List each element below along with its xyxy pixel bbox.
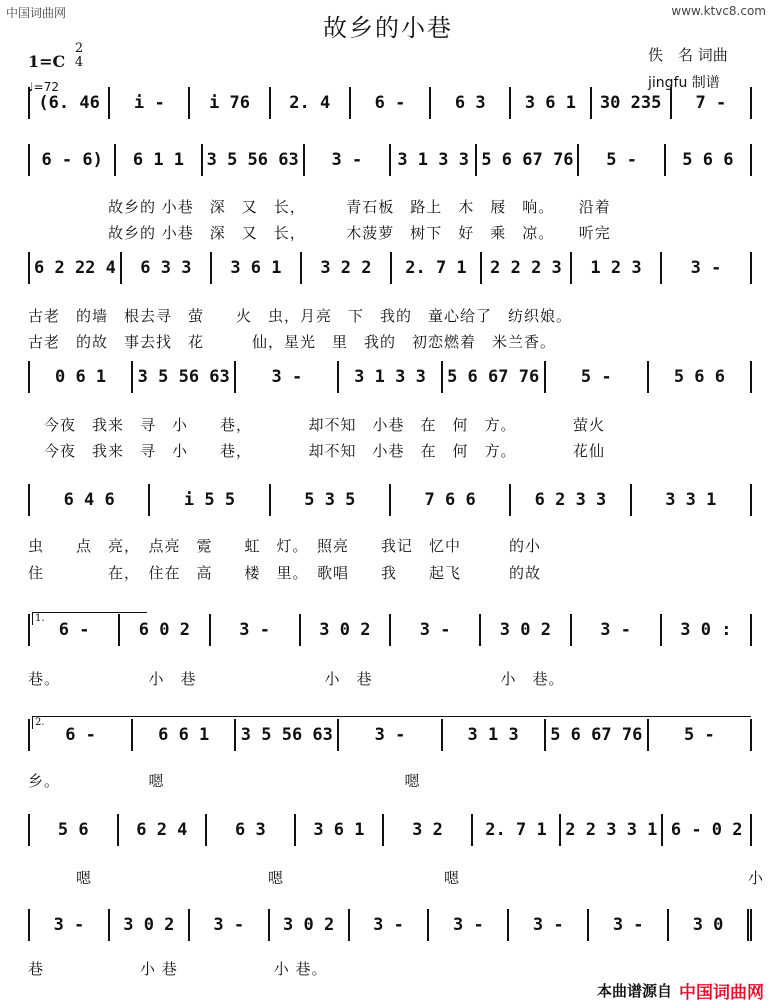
measure-notes: 6 2 4 bbox=[136, 820, 188, 840]
measure-notes: 3 - bbox=[532, 915, 564, 935]
measure-notes: 6 - 6) bbox=[41, 150, 103, 170]
measure-notes: 6 - 0 2 bbox=[670, 820, 743, 840]
measure-notes: 3 0 2 bbox=[123, 915, 175, 935]
brand-label: 中国词曲网 bbox=[679, 983, 764, 1003]
measure bbox=[632, 484, 752, 516]
measure-notes: 3 5 56 63 bbox=[206, 150, 299, 170]
measure bbox=[150, 484, 270, 516]
lyric-text: 嗯 嗯 嗯 小 bbox=[28, 869, 765, 887]
measure bbox=[384, 814, 473, 846]
lyric-text: 乡。 嗯 嗯 bbox=[28, 772, 421, 790]
lyric-line bbox=[28, 770, 752, 791]
measure-notes: 3 2 2 bbox=[320, 258, 372, 278]
measure-notes: 3 6 1 bbox=[313, 820, 365, 840]
measure bbox=[592, 87, 672, 119]
measure bbox=[122, 252, 212, 284]
measure-notes: 3 3 1 bbox=[665, 490, 717, 510]
measure-notes: 30 235 bbox=[599, 93, 662, 113]
measure-notes: 3 - bbox=[213, 915, 245, 935]
measure-notes: 3 - bbox=[239, 620, 270, 640]
measure bbox=[302, 252, 392, 284]
measure bbox=[392, 252, 482, 284]
lyric-line bbox=[28, 331, 752, 352]
measure bbox=[28, 484, 150, 516]
measure-notes: 1 2 3 bbox=[590, 258, 642, 278]
measure-notes: 2. 7 1 bbox=[405, 258, 467, 278]
measure bbox=[28, 252, 122, 284]
measure bbox=[133, 361, 236, 393]
key-signature: 1=C bbox=[28, 52, 66, 71]
measure-notes: 3 6 1 bbox=[230, 258, 282, 278]
measure-notes: 3 - bbox=[374, 725, 406, 745]
measure bbox=[28, 909, 110, 941]
measure bbox=[190, 909, 270, 941]
measure-notes: 5 6 bbox=[57, 820, 89, 840]
measure bbox=[212, 252, 302, 284]
measure bbox=[429, 909, 509, 941]
measure-notes: 3 - bbox=[419, 620, 451, 640]
lyric-line bbox=[28, 562, 752, 583]
author-credit: 佚 名 词曲 bbox=[648, 46, 728, 64]
measure bbox=[119, 814, 208, 846]
measure-notes: 3 - bbox=[690, 258, 722, 278]
notation-row bbox=[28, 484, 752, 516]
measure-notes: 3 0 : bbox=[680, 620, 732, 640]
measure-notes: 6 3 3 bbox=[140, 258, 192, 278]
measure-notes: 3 5 56 63 bbox=[137, 367, 230, 387]
lyric-line bbox=[28, 958, 752, 979]
notation-row bbox=[28, 144, 752, 176]
measure-notes: 3 2 bbox=[412, 820, 443, 840]
measure bbox=[391, 484, 511, 516]
measure bbox=[271, 484, 391, 516]
measure-notes: 6 - bbox=[374, 93, 406, 113]
measure bbox=[669, 909, 752, 941]
measure-notes: 3 - bbox=[331, 150, 363, 170]
measure-notes: 6 1 1 bbox=[132, 150, 185, 170]
measure bbox=[190, 87, 270, 119]
measure-notes: 3 - bbox=[453, 915, 484, 935]
measure bbox=[666, 144, 752, 176]
measure-notes: i - bbox=[133, 93, 165, 113]
notation-row bbox=[28, 252, 752, 284]
measure bbox=[511, 87, 591, 119]
measure bbox=[305, 144, 391, 176]
lyric-text: 虫 点 亮， 点亮 霓 虹 灯。 照亮 我记 忆中 的小 bbox=[28, 537, 542, 555]
measure bbox=[443, 361, 546, 393]
measure bbox=[270, 909, 350, 941]
measure-notes: 3 6 1 bbox=[524, 93, 577, 113]
measure-notes: 6 2 22 4 bbox=[34, 258, 116, 278]
arranger-credit: jingfu 制谱 bbox=[648, 75, 720, 91]
notation-row bbox=[28, 361, 752, 393]
measure-notes: i 5 5 bbox=[183, 490, 236, 510]
site-url-right: www.ktvc8.com bbox=[671, 4, 766, 18]
measure-notes: 5 6 67 76 bbox=[447, 367, 540, 387]
measure bbox=[339, 361, 442, 393]
measure-notes: 2. 7 1 bbox=[485, 820, 547, 840]
volta-first-ending: 1. bbox=[32, 612, 147, 625]
measure-notes: 5 - bbox=[580, 367, 612, 387]
measure bbox=[589, 909, 669, 941]
measure-notes: i 76 bbox=[209, 93, 251, 113]
lyric-line bbox=[28, 305, 752, 326]
measure bbox=[473, 814, 562, 846]
source-label: 本曲谱源自 bbox=[596, 982, 672, 1000]
measure-notes: 3 1 3 3 bbox=[354, 367, 426, 387]
measure-notes: 3 - bbox=[271, 367, 303, 387]
measure-notes: 2 2 3 3 1 bbox=[565, 820, 658, 840]
notation-row bbox=[28, 909, 752, 941]
measure bbox=[572, 614, 662, 646]
lyric-line bbox=[28, 414, 752, 435]
measure bbox=[511, 484, 631, 516]
lyric-line bbox=[28, 222, 752, 243]
measure bbox=[271, 87, 351, 119]
measure-notes: 3 1 3 3 bbox=[397, 150, 469, 170]
measure bbox=[296, 814, 385, 846]
lyric-text: 故乡的 小巷 深 又 长， 青石板 路上 木 屐 响。 沿着 bbox=[28, 198, 611, 216]
lyric-line bbox=[28, 668, 752, 689]
measure bbox=[391, 144, 477, 176]
lyric-text: 巷 小 巷 小 巷。 bbox=[28, 960, 328, 978]
measure-notes: 5 - bbox=[684, 725, 715, 745]
lyric-line bbox=[28, 196, 752, 217]
measure bbox=[509, 909, 589, 941]
measure bbox=[431, 87, 511, 119]
measure bbox=[203, 144, 305, 176]
measure-notes: 0 6 1 bbox=[54, 367, 107, 387]
measure bbox=[546, 361, 649, 393]
measure-notes: 3 - bbox=[600, 620, 631, 640]
measure-notes: 2. 4 bbox=[289, 93, 331, 113]
measure bbox=[649, 361, 752, 393]
measure bbox=[481, 614, 571, 646]
measure bbox=[351, 87, 431, 119]
measure bbox=[207, 814, 296, 846]
measure bbox=[350, 909, 430, 941]
measure-notes: (6. 46 bbox=[38, 93, 100, 113]
measure-notes: 3 0 2 bbox=[319, 620, 371, 640]
notation-row bbox=[28, 87, 752, 119]
notation-row bbox=[28, 814, 752, 846]
measure bbox=[301, 614, 391, 646]
lyric-line bbox=[28, 867, 765, 888]
measure-notes: 5 6 67 76 bbox=[481, 150, 574, 170]
measure-notes: 6 0 2 bbox=[138, 620, 190, 640]
measure-notes: 5 - bbox=[606, 150, 637, 170]
measure-notes: 6 3 bbox=[235, 820, 266, 840]
lyric-line bbox=[28, 440, 752, 461]
measure-notes: 6 4 6 bbox=[63, 490, 115, 510]
measure-notes: 3 0 2 bbox=[283, 915, 335, 935]
time-sig-top: 2 bbox=[74, 41, 84, 56]
measure bbox=[663, 814, 752, 846]
measure-notes: 5 3 5 bbox=[304, 490, 356, 510]
measure bbox=[572, 252, 662, 284]
measure bbox=[561, 814, 663, 846]
lyric-text: 古老 的故 事去找 花 仙，星光 里 我的 初恋燃着 米兰香。 bbox=[28, 333, 557, 351]
measure-notes: 7 - bbox=[695, 93, 727, 113]
measure bbox=[477, 144, 579, 176]
measure bbox=[579, 144, 665, 176]
measure bbox=[662, 252, 752, 284]
measure bbox=[391, 614, 481, 646]
measure-notes: 5 6 6 bbox=[682, 150, 734, 170]
measure-notes: 6 2 3 3 bbox=[534, 490, 607, 510]
measure bbox=[28, 814, 119, 846]
lyric-text: 今夜 我来 寻 小 巷， 却不知 小巷 在 何 方。 萤火 bbox=[28, 416, 606, 434]
lyric-line bbox=[28, 535, 752, 556]
volta-second-ending: 2. bbox=[32, 716, 751, 729]
measure-notes: 6 - bbox=[58, 620, 90, 640]
lyric-text: 古老 的墙 根去寻 萤 火 虫，月亮 下 我的 童心给了 纺织娘。 bbox=[28, 307, 573, 325]
measure-notes: 3 - bbox=[612, 915, 644, 935]
tempo-marking: ♩=72 bbox=[28, 80, 59, 94]
measure bbox=[672, 87, 752, 119]
measure bbox=[28, 87, 110, 119]
lyric-text: 故乡的 小巷 深 又 长， 木菠萝 树下 好 乘 凉。 听完 bbox=[28, 224, 611, 242]
lyric-text: 今夜 我来 寻 小 巷， 却不知 小巷 在 何 方。 花仙 bbox=[28, 442, 606, 460]
measure-notes: 5 6 67 76 bbox=[550, 725, 643, 745]
measure-notes: 3 1 3 bbox=[467, 725, 519, 745]
measure-notes: 7 6 6 bbox=[424, 490, 476, 510]
lyric-text: 巷。 小 巷 小 巷 小 巷。 bbox=[28, 670, 565, 688]
measure bbox=[110, 87, 190, 119]
measure bbox=[211, 614, 301, 646]
measure bbox=[116, 144, 202, 176]
measure-notes: 2 2 2 3 bbox=[490, 258, 562, 278]
measure bbox=[110, 909, 190, 941]
measure-notes: 6 6 1 bbox=[158, 725, 210, 745]
measure bbox=[662, 614, 752, 646]
measure-notes: 3 5 56 63 bbox=[240, 725, 333, 745]
song-title: 故乡的小巷 bbox=[323, 14, 453, 42]
measure bbox=[482, 252, 572, 284]
measure-notes: 6 - bbox=[65, 725, 96, 745]
measure-notes: 3 0 bbox=[692, 915, 724, 935]
measure-notes: 5 6 6 bbox=[673, 367, 725, 387]
measure-notes: 3 - bbox=[373, 915, 404, 935]
measure-notes: 3 0 2 bbox=[499, 620, 551, 640]
measure bbox=[236, 361, 339, 393]
measure-notes: 3 - bbox=[53, 915, 85, 935]
site-name-left: 中国词曲网 bbox=[6, 6, 67, 20]
measure-notes: 6 3 bbox=[454, 93, 486, 113]
lyric-text: 住 在， 住在 高 楼 里。 歌唱 我 起飞 的故 bbox=[28, 564, 542, 582]
time-sig-bottom: 4 bbox=[74, 55, 84, 70]
measure bbox=[28, 361, 133, 393]
measure bbox=[28, 144, 116, 176]
